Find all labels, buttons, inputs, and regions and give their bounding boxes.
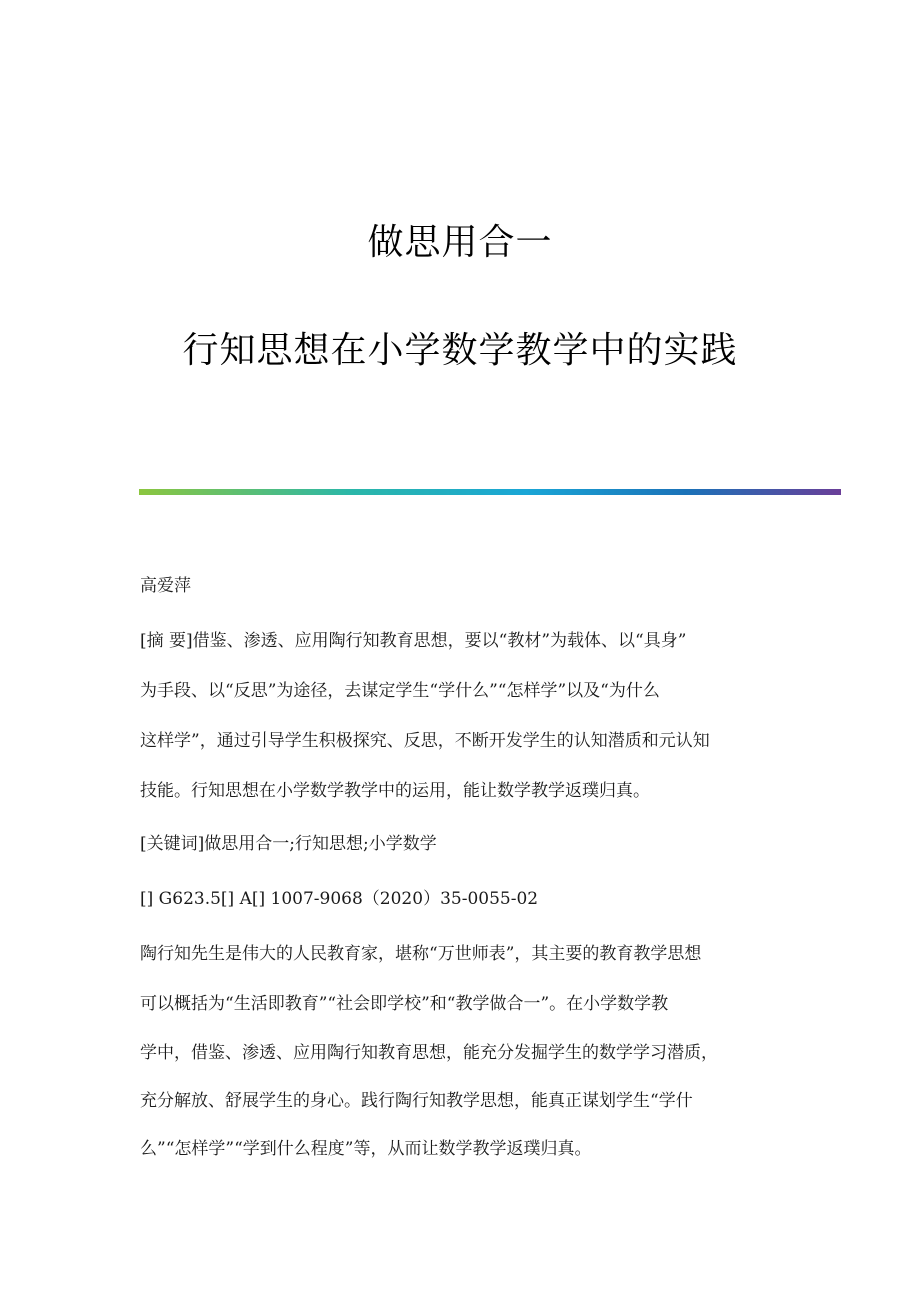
abstract-line: 技能。行知思想在小学数学教学中的运用，能让数学教学返璞归真。 [140, 781, 650, 801]
abstract-line: 为手段、以“反思”为途径，去谋定学生“学什么”“怎样学”以及“为什么 [140, 681, 660, 701]
keywords: [关键词]做思用合一;行知思想;小学数学 [140, 834, 437, 854]
body-line: 充分解放、舒展学生的身心。践行陶行知教学思想，能真正谋划学生“学什 [140, 1091, 693, 1111]
title-line-2: 行知思想在小学数学教学中的实践 [182, 330, 738, 371]
abstract-line: 这样学”，通过引导学生积极探究、反思，不断开发学生的认知潜质和元认知 [140, 731, 710, 751]
body-line: 么”“怎样学”“学到什么程度”等，从而让数学教学返璞归真。 [140, 1139, 592, 1159]
body-line: 可以概括为“生活即教育”“社会即学校”和“教学做合一”。在小学数学教 [140, 994, 669, 1014]
author-name: 高爱萍 [140, 576, 191, 596]
body-line: 陶行知先生是伟大的人民教育家，堪称“万世师表”，其主要的教育教学思想 [140, 944, 702, 964]
gradient-divider [139, 489, 841, 495]
body-line: 学中，借鉴、渗透、应用陶行知教育思想，能充分发掘学生的数学学习潜质， [140, 1043, 718, 1063]
classification-info: [] G623.5[] A[] 1007-9068（2020）35-0055-02 [140, 889, 539, 909]
title-line-1: 做思用合一 [367, 222, 553, 263]
abstract-line: [摘 要]借鉴、渗透、应用陶行知教育思想，要以“教材”为载体、以“具身” [140, 631, 687, 651]
